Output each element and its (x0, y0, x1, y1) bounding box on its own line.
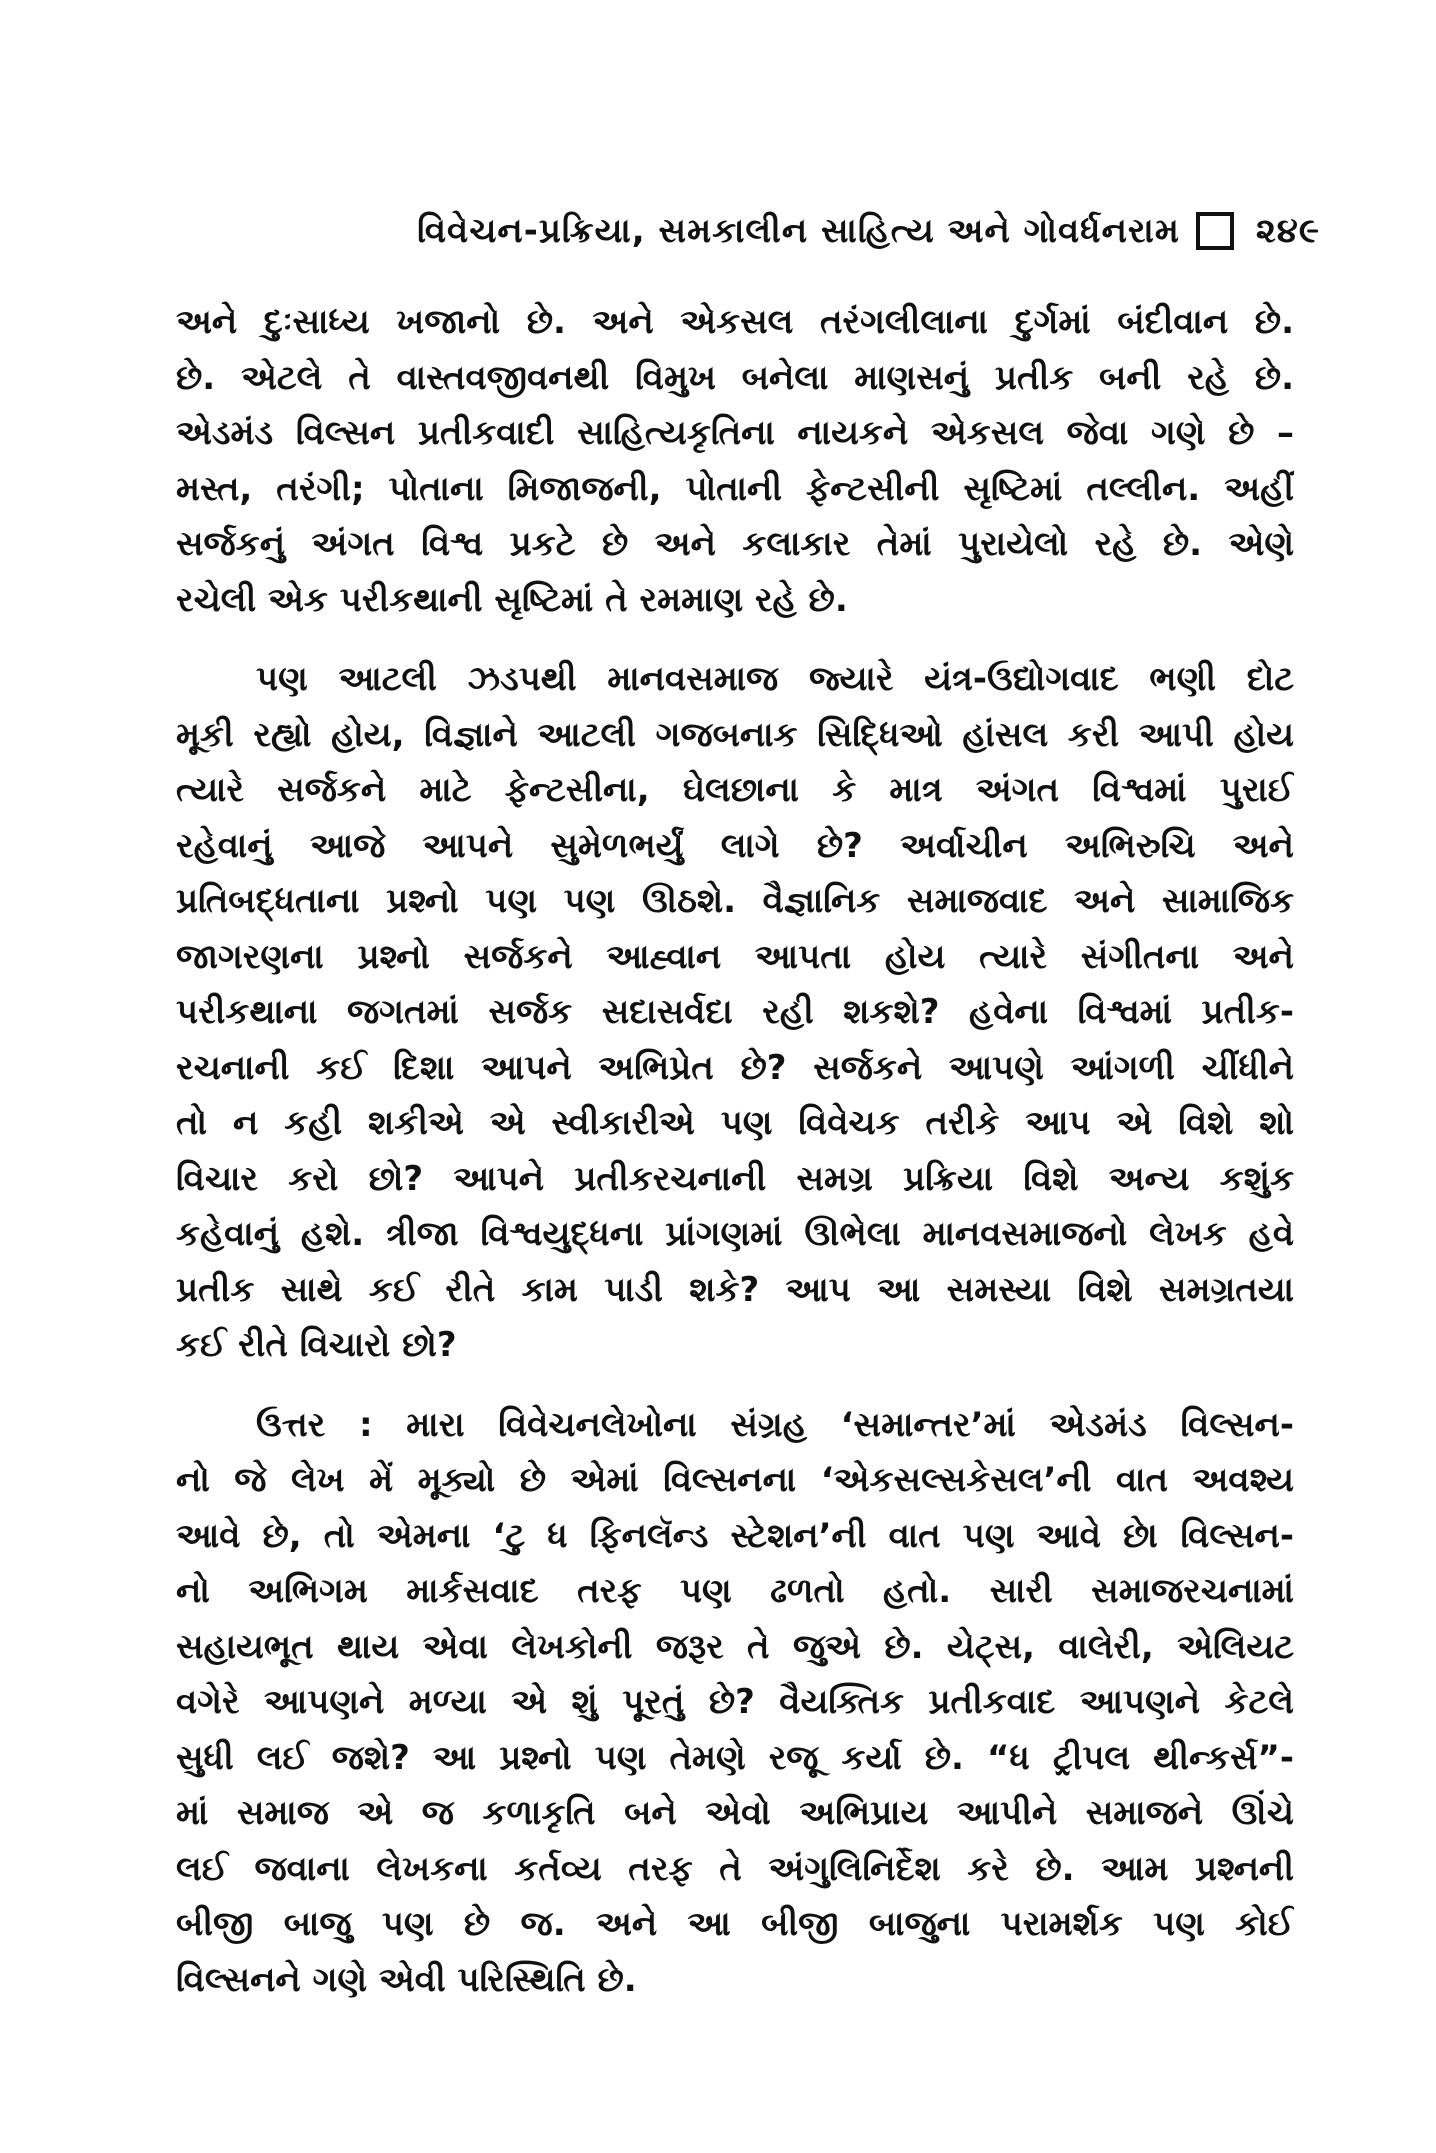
paragraph (176, 652, 1294, 1374)
text-line: છે. એટલે તે વાસ્તવજીવનથી વિમુખ બનેલા માણસનું પ્રતીક બની રહે છે. (176, 357, 1294, 398)
body-text (176, 295, 1294, 2008)
paragraph (176, 1398, 1294, 2009)
page-number: ૨૪૯ (1255, 211, 1320, 251)
text-line: માં સમાજ એ જ કળાકૃતિ બને એવો અભિપ્રાય આપીને સમાજને ઊંચે (176, 1793, 1294, 1833)
text-line: વગેરે આપણને મળ્યા એ શું પૂરતું છે? વૈયક્તિક પ્રતીકવાદ આપણને કેટલે (176, 1682, 1294, 1722)
text-line: મસ્ત, તરંગી; પોતાના મિજાજની, પોતાની ફેન્ટસીની સૃષ્ટિમાં તલ્લીન. અહીં (176, 468, 1294, 509)
text-line: લઈ જવાના લેખકના કર્તવ્ય તરફ તે અંગુલિનિર્દેશ કરે છે. આમ પ્રશ્નની (176, 1848, 1294, 1889)
text-line: નો જે લેખ મેં મૂક્યો છે એમાં વિલ્સનના ‘એકસલ્સકેસલ’ની વાત અવશ્ય (176, 1460, 1294, 1500)
text-line: મૂકી રહ્યો હોય, વિજ્ઞાને આટલી ગજબનાક સિદ્ધિઓ હાંસલ કરી આપી હોય (176, 714, 1294, 755)
text-line: પરીકથાના જગતમાં સર્જક સદાસર્વદા રહી શકશે? હવેના વિશ્વમાં પ્રતીક- (176, 992, 1294, 1032)
text-line: પ્રતીક સાથે કઈ રીતે કામ પાડી શકે? આપ આ સમસ્યા વિશે સમગ્રતયા (176, 1269, 1294, 1310)
text-line: રચનાની કઈ દિશા આપને અભિપ્રેત છે? સર્જકને આપણે આંગળી ચીંધીને (176, 1047, 1294, 1088)
square-box-icon (1196, 212, 1234, 250)
paragraph (176, 295, 1294, 628)
text-line: કઈ રીતે વિચારો છો? (176, 1325, 457, 1365)
text-line: રચેલી એક પરીકથાની સૃષ્ટિમાં તે રમમાણ રહે છે. (176, 579, 848, 620)
text-line: અને દુઃસાધ્ય ખજાનો છે. અને એકસલ તરંગલીલાના દુર્ગમાં બંદીવાન છે. (176, 302, 1294, 342)
text-line: તો ન કહી શકીએ એ સ્વીકારીએ પણ વિવેચક તરીકે આપ એ વિશે શો (176, 1103, 1294, 1143)
text-line: સુધી લઈ જશે? આ પ્રશ્નો પણ તેમણે રજૂ કર્યા છે. “ધ ટ્રીપલ થીન્કર્સ”- (176, 1737, 1294, 1778)
text-line: સર્જકનું અંગત વિશ્વ પ્રકટે છે અને કલાકાર તેમાં પુરાયેલો રહે છે. એણે (176, 524, 1294, 564)
text-line: એડમંડ વિલ્સન પ્રતીકવાદી સાહિત્યકૃતિના નાયકને એકસલ જેવા ગણે છે – (176, 413, 1294, 453)
text-line: રહેવાનું આજે આપને સુમેળભર્યું લાગે છે? અર્વાચીન અભિરુચિ અને (176, 825, 1294, 866)
text-line: ઉત્તર : મારા વિવેચનલેખોના સંગ્રહ ‘સમાન્તર’માં એડમંડ વિલ્સન- (256, 1404, 1294, 1445)
text-line: બીજી બાજુ પણ છે જ. અને આ બીજી બાજુના પરામર્શક પણ કોઈ (176, 1904, 1294, 1944)
running-header (310, 196, 1320, 266)
text-line: કહેવાનું હશે. ત્રીજા વિશ્વયુદ્ધના પ્રાંગણમાં ઊભેલા માનવસમાજનો લેખક હવે (176, 1214, 1294, 1254)
text-line: નો અભિગમ માર્કસવાદ તરફ પણ ઢળતો હતો. સારી સમાજરચનામાં (176, 1571, 1294, 1611)
text-line: ત્યારે સર્જકને માટે ફેન્ટસીના, ઘેલછાના કે માત્ર અંગત વિશ્વમાં પુરાઈ (176, 770, 1294, 810)
header-title: વિવેચન-પ્રક્રિયા, સમકાલીન સાહિત્ય અને ગોવર્ધનરામ (417, 211, 1180, 251)
text-line: પણ આટલી ઝડપથી માનવસમાજ જ્યારે યંત્ર-ઉદ્યોગવાદ ભણી દોટ (256, 659, 1294, 699)
text-line: વિલ્સનને ગણે એવી પરિસ્થિતિ છે. (176, 1959, 637, 2000)
text-line: આવે છે, તો એમના ‘ટુ ધ ફિનલૅન્ડ સ્ટેશન’ની વાત પણ આવે છે। વિલ્સન- (176, 1515, 1294, 1556)
text-line: વિચાર કરો છો? આપને પ્રતીકરચનાની સમગ્ર પ્રક્રિયા વિશે અન્ય કશુંક (176, 1158, 1294, 1199)
text-line: જાગરણના પ્રશ્નો સર્જકને આહ્વાન આપતા હોય ત્યારે સંગીતના અને (176, 936, 1294, 977)
text-line: સહાયભૂત થાય એવા લેખકોની જરૂર તે જુએ છે. યેટ્સ, વાલેરી, એલિયટ (176, 1626, 1294, 1667)
text-line: પ્રતિબદ્ધતાના પ્રશ્નો પણ પણ ઊઠશે. વૈજ્ઞાનિક સમાજવાદ અને સામાજિક (176, 881, 1294, 921)
